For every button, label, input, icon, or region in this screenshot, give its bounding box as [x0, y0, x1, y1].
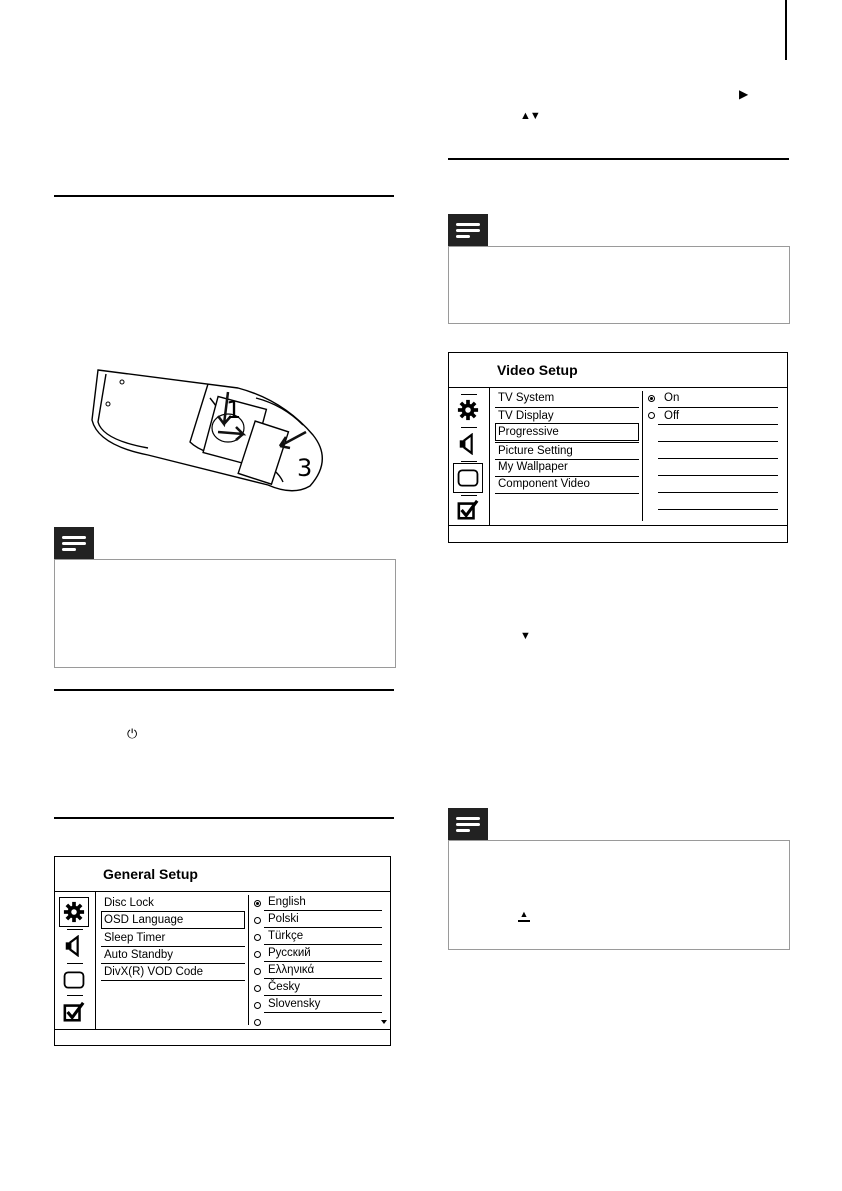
radio[interactable]: [254, 951, 261, 958]
video-icon[interactable]: [59, 965, 89, 995]
section-rule-left-3: [54, 817, 394, 819]
menu-item[interactable]: Auto Standby: [104, 949, 174, 961]
note-box: [54, 559, 396, 668]
menu-item[interactable]: TV System: [498, 392, 555, 404]
option-on[interactable]: On: [664, 392, 680, 404]
language-option[interactable]: Polski: [268, 913, 299, 925]
eject-symbol: ▲: [518, 910, 530, 922]
radio[interactable]: [254, 968, 261, 975]
menu-item[interactable]: My Wallpaper: [498, 461, 568, 473]
menu-title: General Setup: [103, 866, 198, 882]
section-rule-left-1: [54, 195, 394, 197]
general-setup-menu: [54, 856, 391, 1046]
gear-icon[interactable]: [453, 395, 483, 425]
video-icon[interactable]: [453, 463, 483, 493]
menu-item[interactable]: Sleep Timer: [104, 932, 166, 944]
note-icon: [54, 527, 94, 559]
menu-item-selected[interactable]: Progressive: [498, 426, 559, 438]
option-off[interactable]: Off: [664, 410, 680, 422]
note-icon: [448, 214, 488, 246]
play-symbol: ▶: [739, 87, 749, 101]
power-icon: ⏻: [127, 727, 138, 742]
menu-title: Video Setup: [497, 362, 578, 378]
radio[interactable]: [254, 1019, 261, 1026]
speaker-icon[interactable]: [59, 931, 89, 961]
section-rule-right-1: [448, 158, 789, 160]
preference-check-icon[interactable]: [59, 997, 89, 1027]
preference-check-icon[interactable]: [453, 495, 483, 525]
radio-selected[interactable]: [254, 900, 261, 907]
language-option[interactable]: Česky: [268, 981, 300, 993]
radio-selected[interactable]: [648, 395, 655, 402]
menu-item[interactable]: TV Display: [498, 410, 554, 422]
language-option[interactable]: English: [268, 896, 306, 908]
radio[interactable]: [648, 412, 655, 419]
radio[interactable]: [254, 985, 261, 992]
menu-item[interactable]: DivX(R) VOD Code: [104, 966, 204, 978]
language-option[interactable]: Русский: [268, 947, 311, 959]
menu-item[interactable]: Component Video: [498, 478, 590, 490]
language-option[interactable]: Türkçe: [268, 930, 304, 942]
step-label-3: 3: [297, 454, 313, 482]
note-box: [448, 840, 790, 950]
step-label-1: 1: [226, 396, 242, 424]
video-setup-menu: [448, 352, 788, 543]
menu-item[interactable]: Picture Setting: [498, 445, 573, 457]
radio[interactable]: [254, 917, 261, 924]
note-icon: [448, 808, 488, 840]
radio[interactable]: [254, 934, 261, 941]
language-option[interactable]: Slovensky: [268, 998, 321, 1010]
menu-item[interactable]: Disc Lock: [104, 897, 154, 909]
language-option[interactable]: Ελληνικά: [268, 964, 315, 976]
page-edge-rule: [785, 0, 787, 60]
speaker-icon[interactable]: [453, 429, 483, 459]
radio[interactable]: [254, 1002, 261, 1009]
section-rule-left-2: [54, 689, 394, 691]
note-box: [448, 246, 790, 324]
down-symbol: ▼: [520, 630, 531, 642]
up-down-symbol: ▲▼: [520, 110, 540, 122]
scroll-down-icon[interactable]: [381, 1020, 387, 1024]
gear-icon[interactable]: [59, 897, 89, 927]
menu-item-selected[interactable]: OSD Language: [104, 914, 184, 926]
